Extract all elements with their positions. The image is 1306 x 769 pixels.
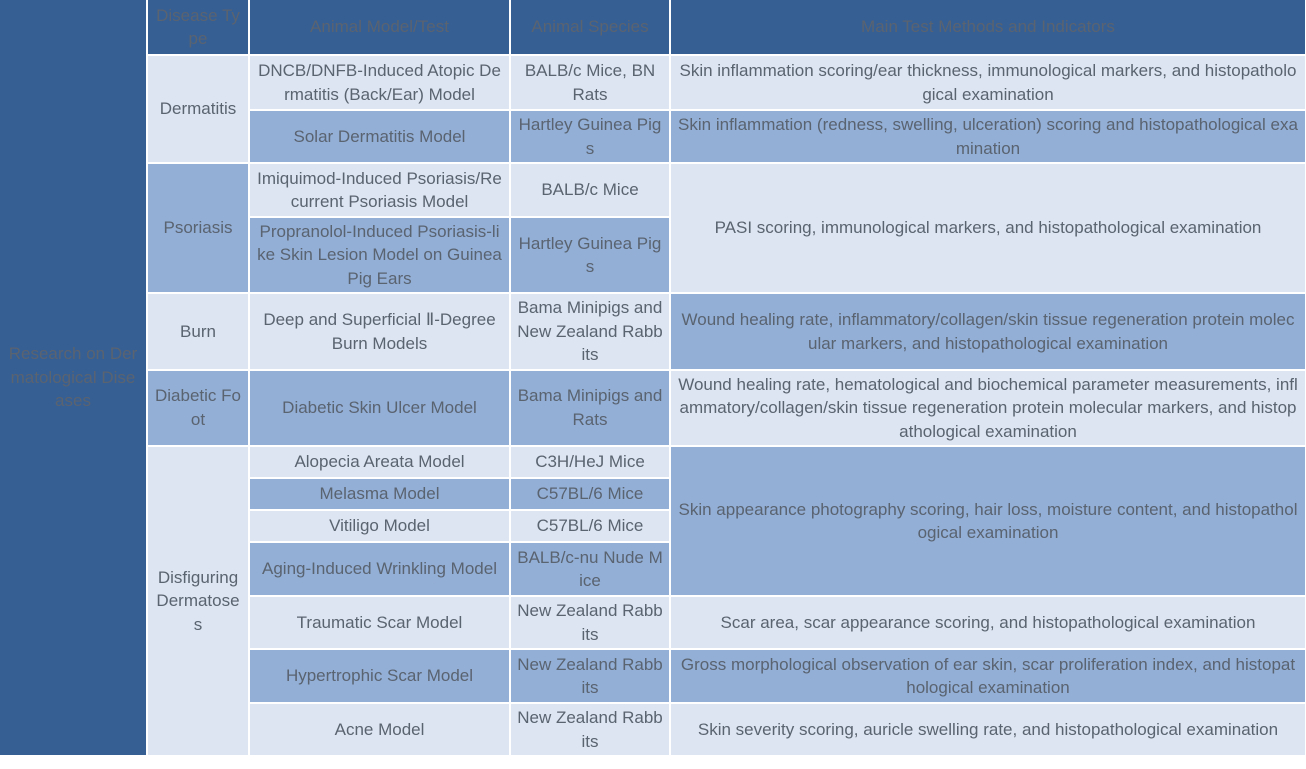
- table-row: [0, 163, 1306, 217]
- cell-disease-burn: Burn: [147, 293, 249, 369]
- cell-species: C3H/HeJ Mice: [510, 446, 670, 478]
- cell-model: Deep and Superficial Ⅱ-Degree Burn Models: [249, 293, 510, 369]
- cell-model: Aging-Induced Wrinkling Model: [249, 542, 510, 596]
- cell-disease-diabetic-foot: Diabetic Foot: [147, 370, 249, 446]
- cell-methods: PASI scoring, immunological markers, and histopathological examination: [670, 163, 1306, 293]
- column-header-disease-type: Disease Type: [147, 0, 249, 55]
- cell-model: Solar Dermatitis Model: [249, 110, 510, 163]
- cell-methods: Scar area, scar appearance scoring, and histopathological examination: [670, 596, 1306, 649]
- cell-methods: Skin inflammation scoring/ear thickness, immunological markers, and histopathological examination: [670, 55, 1306, 110]
- cell-model: Vitiligo Model: [249, 510, 510, 542]
- cell-methods: Gross morphological observation of ear skin, scar proliferation index, and histopathological examination: [670, 649, 1306, 703]
- cell-disease-dermatitis: Dermatitis: [147, 55, 249, 163]
- cell-species: BALB/c-nu Nude Mice: [510, 542, 670, 596]
- column-header-animal-species: Animal Species: [510, 0, 670, 55]
- cell-methods: Wound healing rate, inflammatory/collagen/skin tissue regeneration protein molecular markers, and histopathological examination: [670, 293, 1306, 369]
- cell-species: Hartley Guinea Pigs: [510, 110, 670, 163]
- cell-model: Imiquimod-Induced Psoriasis/Recurrent Psoriasis Model: [249, 163, 510, 217]
- cell-model: Hypertrophic Scar Model: [249, 649, 510, 703]
- column-header-test-methods: Main Test Methods and Indicators: [670, 0, 1306, 55]
- table-row: [0, 293, 1306, 369]
- cell-species: C57BL/6 Mice: [510, 478, 670, 510]
- cell-species: Hartley Guinea Pigs: [510, 217, 670, 293]
- cell-model: Diabetic Skin Ulcer Model: [249, 370, 510, 446]
- cell-methods: Skin severity scoring, auricle swelling rate, and histopathological examination: [670, 703, 1306, 756]
- cell-species: Bama Minipigs and New Zealand Rabbits: [510, 293, 670, 369]
- cell-model: Propranolol-Induced Psoriasis-like Skin Lesion Model on Guinea Pig Ears: [249, 217, 510, 293]
- cell-disease-disfiguring-dermatoses: Disfiguring Dermatoses: [147, 446, 249, 756]
- cell-species: BALB/c Mice: [510, 163, 670, 217]
- cell-species: BALB/c Mice, BN Rats: [510, 55, 670, 110]
- table-row: [0, 446, 1306, 478]
- cell-disease-psoriasis: Psoriasis: [147, 163, 249, 293]
- cell-species: Bama Minipigs and Rats: [510, 370, 670, 446]
- row-group-title: Research on Dermatological Diseases: [0, 0, 147, 756]
- cell-methods: Wound healing rate, hematological and biochemical parameter measurements, inflammatory/collagen/skin tissue regeneration protein molecular markers, and histopathological examination: [670, 370, 1306, 446]
- column-header-animal-model: Animal Model/Test: [249, 0, 510, 55]
- table-row: [0, 55, 1306, 110]
- cell-model: Acne Model: [249, 703, 510, 756]
- cell-species: C57BL/6 Mice: [510, 510, 670, 542]
- cell-model: DNCB/DNFB-Induced Atopic Dermatitis (Back/Ear) Model: [249, 55, 510, 110]
- table-row: [0, 370, 1306, 446]
- cell-methods: Skin inflammation (redness, swelling, ulceration) scoring and histopathological examination: [670, 110, 1306, 163]
- cell-model: Traumatic Scar Model: [249, 596, 510, 649]
- cell-species: New Zealand Rabbits: [510, 649, 670, 703]
- cell-species: New Zealand Rabbits: [510, 596, 670, 649]
- cell-model: Alopecia Areata Model: [249, 446, 510, 478]
- cell-methods: Skin appearance photography scoring, hair loss, moisture content, and histopathological examination: [670, 446, 1306, 596]
- cell-model: Melasma Model: [249, 478, 510, 510]
- cell-species: New Zealand Rabbits: [510, 703, 670, 756]
